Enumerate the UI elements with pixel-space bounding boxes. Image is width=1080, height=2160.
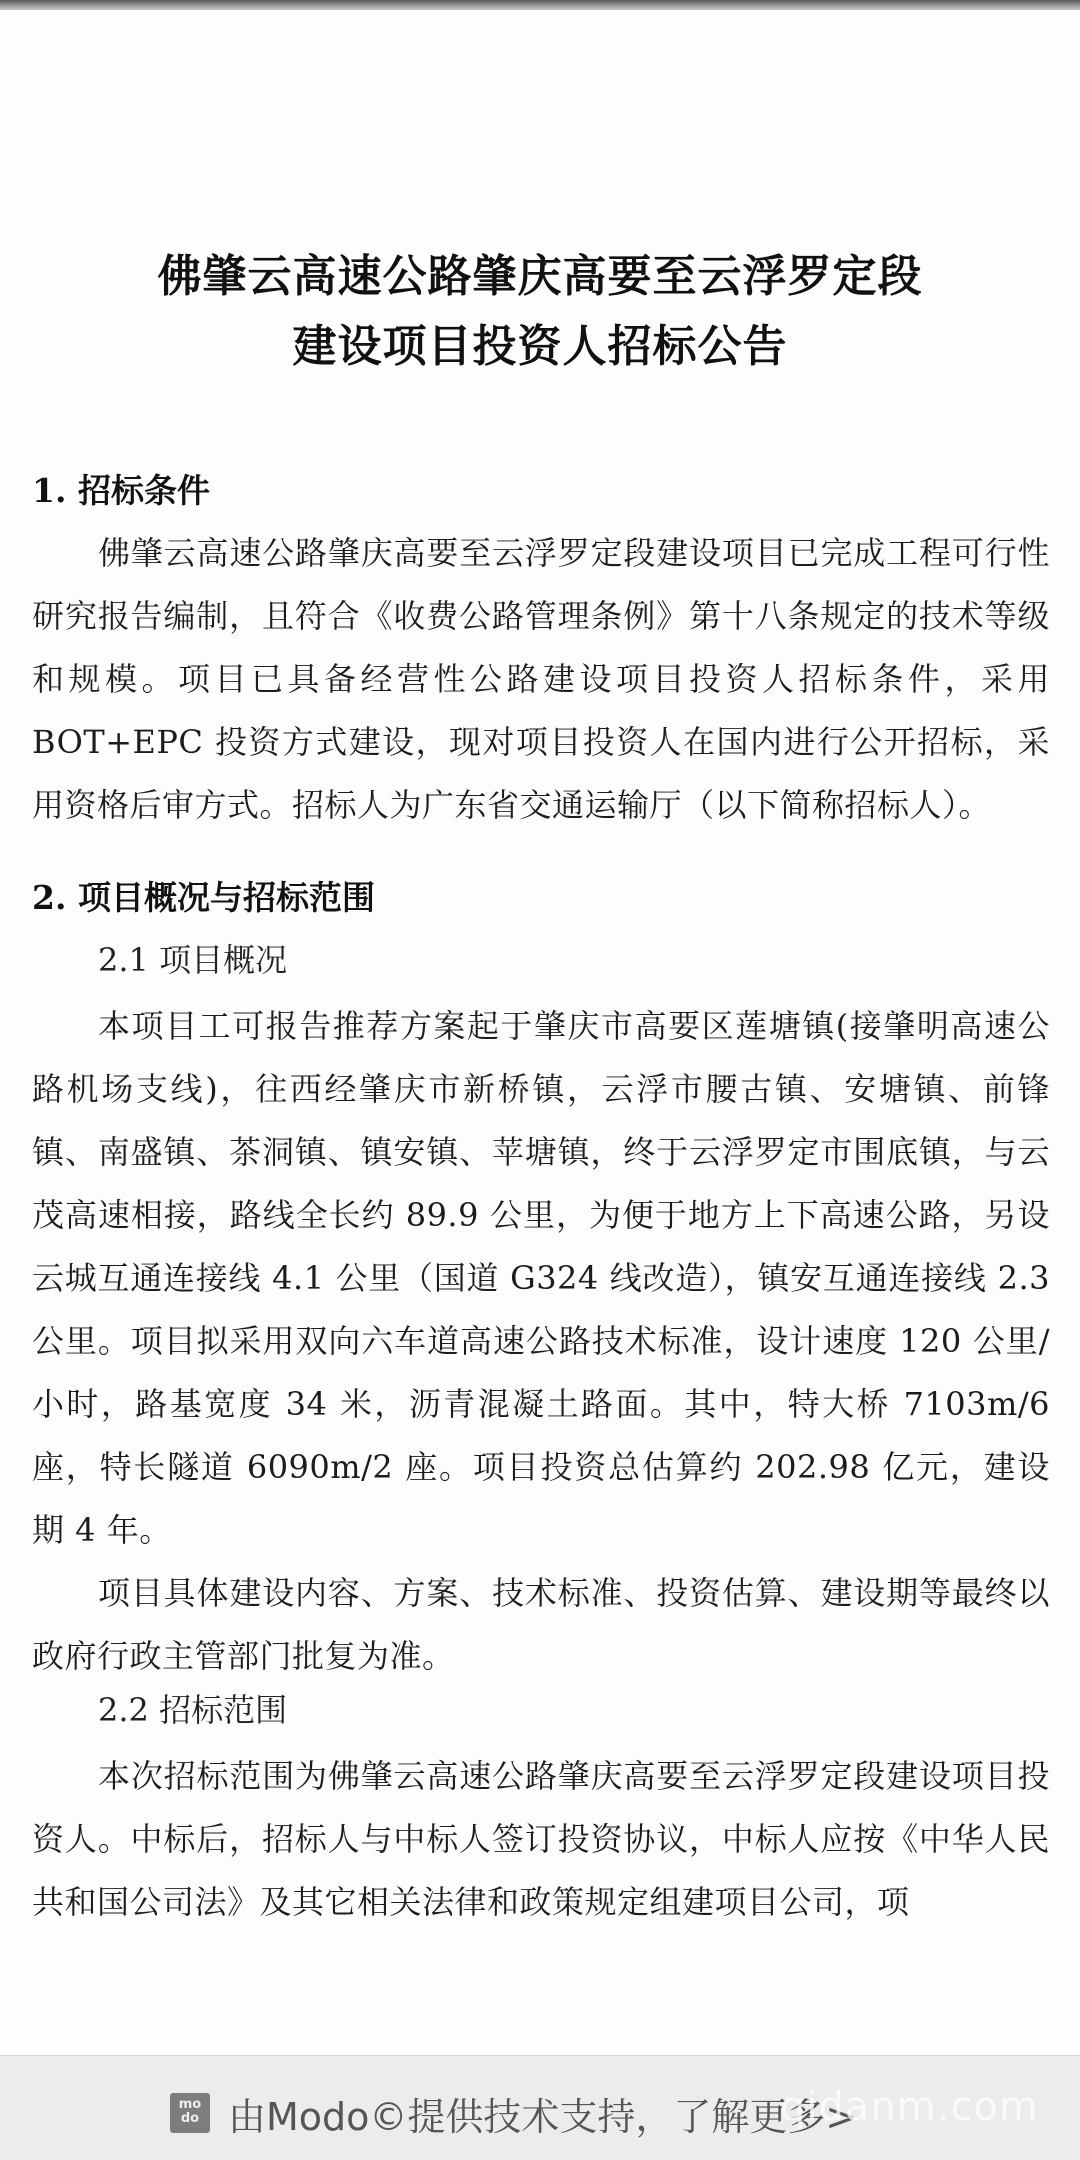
- site-watermark: qidanm.com: [780, 2084, 1039, 2130]
- document-page: [0, 10, 1080, 2055]
- document-title-line1: 佛肇云高速公路肇庆高要至云浮罗定段: [157, 251, 923, 302]
- top-border: [0, 0, 1080, 10]
- section1-paragraph: 佛肇云高速公路肇庆高要至云浮罗定段建设项目已完成工程可行性研究报告编制，且符合《收费公路管理条例》第十八条规定的技术等级和规模。项目已具备经营性公路建设项目投资人招标条件，采用 BOT+EPC 投资方式建设，现对项目投资人在国内进行公开招标，采用资格后审方式。招标人为广东省交通运输厅（以下简称招标人）。: [32, 534, 1050, 824]
- section2-1-paragraph1: 本项目工可报告推荐方案起于肇庆市高要区莲塘镇(接肇明高速公路机场支线)，往西经肇庆市新桥镇，云浮市腰古镇、安塘镇、前锋镇、南盛镇、茶洞镇、镇安镇、苹塘镇，终于云浮罗定市围底镇，与云茂高速相接，路线全长约 89.9 公里，为便于地方上下高速公路，另设云城互通连接线 4.1 公里（国道 G324 线改造），镇安互通连接线 2.3 公里。项目拟采用双向六车道高速公路技术标准，设计速度 120 公里/小时，路基宽度 34 米，沥青混凝土路面。其中，特大桥 7103m/6 座，特长隧道 6090m/2 座。项目投资总估算约 202.98 亿元，建设期 4 年。: [32, 1007, 1050, 1549]
- section2-1-heading: 2.1 项目概况: [98, 941, 288, 979]
- modo-logo-icon: mo do: [170, 2093, 210, 2133]
- section2-2-paragraph: 本次招标范围为佛肇云高速公路肇庆高要至云浮罗定段建设项目投资人。中标后，招标人与中标人签订投资协议，中标人应按《中华人民共和国公司法》及其它相关法律和政策规定组建项目公司，项: [32, 1757, 1050, 1921]
- modo-footer-banner[interactable]: [0, 2055, 1080, 2160]
- section1-heading: 1. 招标条件: [32, 471, 210, 510]
- section2-2-heading: 2.2 招标范围: [98, 1691, 288, 1729]
- section2-heading: 2. 项目概况与招标范围: [32, 878, 375, 917]
- document-title-line2: 建设项目投资人招标公告: [292, 321, 788, 372]
- section2-1-paragraph2: 项目具体建设内容、方案、技术标准、投资估算、建设期等最终以政府行政主管部门批复为准。: [32, 1574, 1050, 1675]
- footer-learn-more-link[interactable]: 由Modo©提供技术支持，了解更多>: [228, 2095, 858, 2139]
